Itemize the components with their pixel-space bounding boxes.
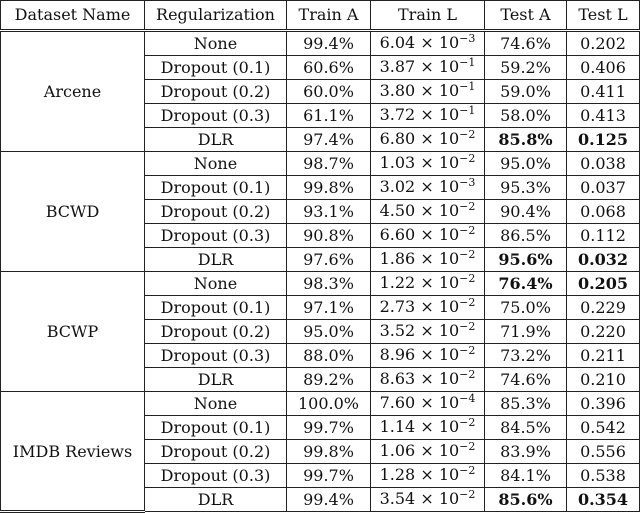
train-loss-cell: [371, 368, 485, 392]
train-accuracy-cell: 98.3%: [287, 272, 371, 296]
times-sign: × 10: [415, 417, 460, 436]
regularization-cell: Dropout (0.1): [145, 296, 287, 320]
train-loss-cell: [371, 200, 485, 224]
train-loss-cell: [371, 248, 485, 272]
dataset-name-cell: BCWP: [1, 272, 145, 392]
train-loss-exponent: −4: [459, 392, 476, 405]
train-loss-mantissa: 1.03: [379, 153, 416, 172]
train-loss-exponent: −2: [459, 128, 476, 141]
regularization-cell: Dropout (0.2): [145, 440, 287, 464]
train-loss-mantissa: 1.28: [379, 465, 416, 484]
test-accuracy-cell: 86.5%: [485, 224, 567, 248]
train-accuracy-cell: 60.6%: [287, 56, 371, 80]
table-row: [1, 272, 640, 296]
test-loss-cell: 0.125: [567, 128, 640, 152]
train-loss-exponent: −2: [459, 464, 476, 477]
train-accuracy-cell: 93.1%: [287, 200, 371, 224]
train-loss-mantissa: 1.14: [379, 417, 416, 436]
test-accuracy-cell: 59.0%: [485, 80, 567, 104]
test-loss-cell: 0.205: [567, 272, 640, 296]
regularization-cell: DLR: [145, 248, 287, 272]
train-loss-cell: [371, 344, 485, 368]
regularization-cell: Dropout (0.3): [145, 464, 287, 488]
test-loss-cell: 0.068: [567, 200, 640, 224]
test-accuracy-cell: 73.2%: [485, 344, 567, 368]
train-loss-exponent: −2: [459, 152, 476, 165]
train-loss-exponent: −2: [459, 248, 476, 261]
regularization-cell: Dropout (0.1): [145, 176, 287, 200]
times-sign: × 10: [415, 297, 460, 316]
header-row: [1, 1, 640, 31]
test-loss-cell: 0.112: [567, 224, 640, 248]
train-accuracy-cell: 99.8%: [287, 440, 371, 464]
train-loss-cell: [371, 440, 485, 464]
test-accuracy-cell: 74.6%: [485, 31, 567, 56]
train-loss-mantissa: 8.96: [379, 345, 416, 364]
train-loss-cell: [371, 224, 485, 248]
test-accuracy-cell: 71.9%: [485, 320, 567, 344]
train-loss-cell: [371, 104, 485, 128]
times-sign: × 10: [415, 273, 460, 292]
regularization-cell: None: [145, 31, 287, 56]
test-loss-cell: 0.038: [567, 152, 640, 176]
train-loss-cell: [371, 152, 485, 176]
train-accuracy-cell: 100.0%: [287, 392, 371, 416]
times-sign: × 10: [415, 33, 460, 52]
train-loss-exponent: −2: [459, 440, 476, 453]
train-loss-exponent: −2: [459, 224, 476, 237]
train-loss-mantissa: 3.80: [379, 81, 416, 100]
test-accuracy-cell: 83.9%: [485, 440, 567, 464]
train-loss-mantissa: 3.87: [379, 57, 416, 76]
times-sign: × 10: [415, 129, 460, 148]
train-accuracy-cell: 99.7%: [287, 416, 371, 440]
test-loss-cell: 0.413: [567, 104, 640, 128]
regularization-cell: DLR: [145, 368, 287, 392]
train-loss-exponent: −2: [459, 200, 476, 213]
train-loss-exponent: −2: [459, 344, 476, 357]
regularization-cell: None: [145, 392, 287, 416]
regularization-cell: DLR: [145, 128, 287, 152]
test-accuracy-cell: 85.8%: [485, 128, 567, 152]
train-loss-exponent: −1: [459, 80, 476, 93]
train-loss-mantissa: 6.80: [379, 129, 416, 148]
train-accuracy-cell: 97.4%: [287, 128, 371, 152]
test-loss-cell: 0.220: [567, 320, 640, 344]
times-sign: × 10: [415, 393, 460, 412]
table-row: [1, 152, 640, 176]
dataset-name-cell: Arcene: [1, 31, 145, 152]
test-loss-cell: 0.556: [567, 440, 640, 464]
train-accuracy-cell: 99.7%: [287, 464, 371, 488]
times-sign: × 10: [415, 201, 460, 220]
train-accuracy-cell: 90.8%: [287, 224, 371, 248]
dataset-name-cell: BCWD: [1, 152, 145, 272]
train-accuracy-cell: 88.0%: [287, 344, 371, 368]
header-train-l: Train L: [371, 1, 485, 31]
train-loss-mantissa: 3.72: [379, 105, 416, 124]
test-loss-cell: 0.037: [567, 176, 640, 200]
train-loss-mantissa: 8.63: [379, 369, 416, 388]
train-loss-exponent: −2: [459, 272, 476, 285]
test-loss-cell: 0.538: [567, 464, 640, 488]
regularization-cell: Dropout (0.3): [145, 104, 287, 128]
table-row: [1, 392, 640, 416]
train-loss-mantissa: 1.06: [379, 441, 416, 460]
times-sign: × 10: [415, 177, 460, 196]
times-sign: × 10: [415, 489, 460, 508]
train-accuracy-cell: 95.0%: [287, 320, 371, 344]
train-loss-mantissa: 3.52: [379, 321, 416, 340]
test-accuracy-cell: 75.0%: [485, 296, 567, 320]
regularization-cell: None: [145, 272, 287, 296]
table-row: [1, 31, 640, 56]
test-loss-cell: 0.032: [567, 248, 640, 272]
regularization-cell: DLR: [145, 488, 287, 512]
test-accuracy-cell: 76.4%: [485, 272, 567, 296]
regularization-cell: Dropout (0.2): [145, 320, 287, 344]
train-loss-mantissa: 3.54: [379, 489, 416, 508]
train-loss-cell: [371, 80, 485, 104]
test-accuracy-cell: 74.6%: [485, 368, 567, 392]
train-accuracy-cell: 99.4%: [287, 488, 371, 512]
train-loss-cell: [371, 296, 485, 320]
train-accuracy-cell: 98.7%: [287, 152, 371, 176]
times-sign: × 10: [415, 57, 460, 76]
test-accuracy-cell: 95.6%: [485, 248, 567, 272]
train-loss-exponent: −1: [459, 104, 476, 117]
train-loss-mantissa: 6.60: [379, 225, 416, 244]
regularization-cell: Dropout (0.3): [145, 224, 287, 248]
train-accuracy-cell: 89.2%: [287, 368, 371, 392]
train-loss-exponent: −1: [459, 56, 476, 69]
train-accuracy-cell: 60.0%: [287, 80, 371, 104]
regularization-cell: None: [145, 152, 287, 176]
header-dataset: Dataset Name: [1, 1, 145, 31]
train-loss-mantissa: 6.04: [379, 33, 416, 52]
times-sign: × 10: [415, 153, 460, 172]
times-sign: × 10: [415, 369, 460, 388]
train-loss-exponent: −2: [459, 296, 476, 309]
test-loss-cell: 0.202: [567, 31, 640, 56]
test-loss-cell: 0.210: [567, 368, 640, 392]
times-sign: × 10: [415, 225, 460, 244]
test-accuracy-cell: 85.6%: [485, 488, 567, 512]
test-loss-cell: 0.411: [567, 80, 640, 104]
train-loss-cell: [371, 272, 485, 296]
train-loss-exponent: −2: [459, 416, 476, 429]
train-loss-cell: [371, 56, 485, 80]
train-loss-exponent: −2: [459, 488, 476, 501]
header-train-a: Train A: [287, 1, 371, 31]
times-sign: × 10: [415, 441, 460, 460]
train-loss-cell: [371, 392, 485, 416]
test-accuracy-cell: 95.3%: [485, 176, 567, 200]
times-sign: × 10: [415, 249, 460, 268]
train-accuracy-cell: 61.1%: [287, 104, 371, 128]
train-loss-mantissa: 2.73: [379, 297, 416, 316]
train-loss-mantissa: 4.50: [379, 201, 416, 220]
regularization-cell: Dropout (0.2): [145, 80, 287, 104]
regularization-cell: Dropout (0.2): [145, 200, 287, 224]
train-loss-cell: [371, 320, 485, 344]
train-loss-exponent: −2: [459, 368, 476, 381]
train-loss-exponent: −3: [459, 32, 476, 45]
times-sign: × 10: [415, 345, 460, 364]
dataset-name-cell: IMDB Reviews: [1, 392, 145, 512]
test-accuracy-cell: 90.4%: [485, 200, 567, 224]
regularization-cell: Dropout (0.1): [145, 56, 287, 80]
train-accuracy-cell: 97.6%: [287, 248, 371, 272]
test-accuracy-cell: 59.2%: [485, 56, 567, 80]
regularization-cell: Dropout (0.1): [145, 416, 287, 440]
train-loss-exponent: −3: [459, 176, 476, 189]
train-loss-cell: [371, 488, 485, 512]
header-regularization: Regularization: [145, 1, 287, 31]
train-loss-cell: [371, 128, 485, 152]
test-loss-cell: 0.229: [567, 296, 640, 320]
test-accuracy-cell: 84.1%: [485, 464, 567, 488]
train-loss-cell: [371, 416, 485, 440]
train-loss-mantissa: 7.60: [379, 393, 416, 412]
train-loss-cell: [371, 31, 485, 56]
train-loss-mantissa: 1.86: [379, 249, 416, 268]
test-accuracy-cell: 95.0%: [485, 152, 567, 176]
table-body: [1, 31, 640, 512]
train-accuracy-cell: 97.1%: [287, 296, 371, 320]
train-loss-mantissa: 1.22: [379, 273, 416, 292]
test-accuracy-cell: 85.3%: [485, 392, 567, 416]
train-loss-cell: [371, 464, 485, 488]
test-loss-cell: 0.542: [567, 416, 640, 440]
test-loss-cell: 0.354: [567, 488, 640, 512]
times-sign: × 10: [415, 81, 460, 100]
times-sign: × 10: [415, 321, 460, 340]
header-test-a: Test A: [485, 1, 567, 31]
header-test-l: Test L: [567, 1, 640, 31]
train-accuracy-cell: 99.8%: [287, 176, 371, 200]
times-sign: × 10: [415, 465, 460, 484]
test-accuracy-cell: 84.5%: [485, 416, 567, 440]
train-accuracy-cell: 99.4%: [287, 31, 371, 56]
regularization-cell: Dropout (0.3): [145, 344, 287, 368]
test-loss-cell: 0.211: [567, 344, 640, 368]
test-loss-cell: 0.396: [567, 392, 640, 416]
train-loss-mantissa: 3.02: [379, 177, 416, 196]
test-accuracy-cell: 58.0%: [485, 104, 567, 128]
train-loss-cell: [371, 176, 485, 200]
test-loss-cell: 0.406: [567, 56, 640, 80]
train-loss-exponent: −2: [459, 320, 476, 333]
times-sign: × 10: [415, 105, 460, 124]
